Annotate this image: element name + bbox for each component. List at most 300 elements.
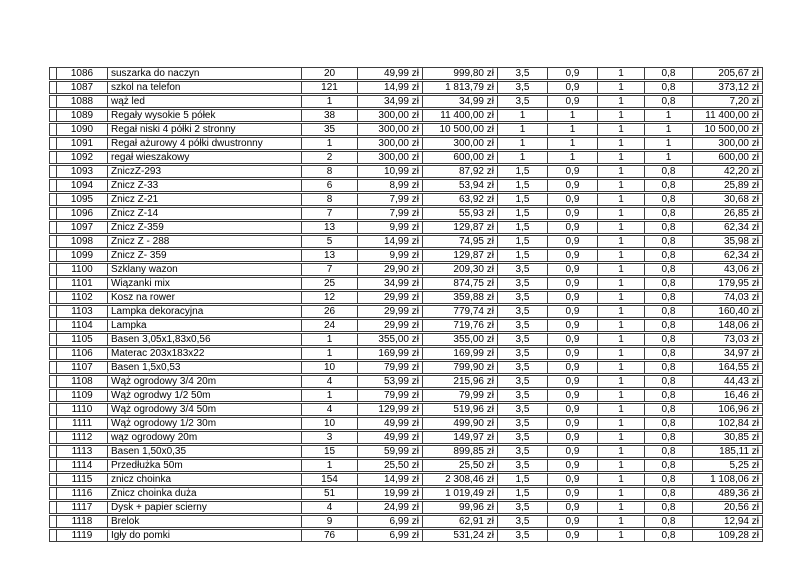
- cell-factor-2: 0,9: [548, 487, 598, 500]
- cell-factor-2: 0,9: [548, 333, 598, 346]
- cell-item-name: Regał ażurowy 4 półki dwustronny: [108, 137, 302, 150]
- cell-factor-2: 0,9: [548, 459, 598, 472]
- cell-total-price: 63,92 zł: [423, 193, 498, 206]
- cell-final-value: 16,46 zł: [693, 389, 763, 402]
- cell-quantity: 1: [302, 347, 358, 360]
- cell-unit-price: 14,99 zł: [358, 81, 423, 94]
- cell-item-id: 1089: [57, 109, 108, 122]
- cell-factor-1: 3,5: [498, 81, 548, 94]
- cell-unit-price: 25,50 zł: [358, 459, 423, 472]
- cell-total-price: 74,95 zł: [423, 235, 498, 248]
- cell-item-name: Wąż ogrodowy 1/2 30m: [108, 417, 302, 430]
- table-row: [49, 207, 763, 220]
- cell-factor-3: 1: [598, 487, 645, 500]
- table-row: [49, 347, 763, 360]
- cell-factor-4: 0,8: [645, 389, 693, 402]
- cell-spacer: [49, 109, 57, 122]
- cell-quantity: 7: [302, 207, 358, 220]
- cell-factor-3: 1: [598, 263, 645, 276]
- cell-total-price: 799,90 zł: [423, 361, 498, 374]
- cell-factor-4: 0,8: [645, 347, 693, 360]
- cell-item-name: znicz choinka: [108, 473, 302, 486]
- cell-item-id: 1108: [57, 375, 108, 388]
- cell-factor-2: 0,9: [548, 179, 598, 192]
- cell-item-id: 1117: [57, 501, 108, 514]
- table-row: [49, 123, 763, 136]
- cell-total-price: 79,99 zł: [423, 389, 498, 402]
- cell-item-name: ZniczZ-293: [108, 165, 302, 178]
- cell-factor-2: 0,9: [548, 431, 598, 444]
- inventory-table-body: [49, 67, 763, 542]
- cell-spacer: [49, 515, 57, 528]
- table-row: [49, 515, 763, 528]
- cell-factor-4: 0,8: [645, 81, 693, 94]
- cell-spacer: [49, 459, 57, 472]
- cell-final-value: 205,67 zł: [693, 67, 763, 80]
- cell-spacer: [49, 403, 57, 416]
- cell-item-id: 1098: [57, 235, 108, 248]
- cell-final-value: 489,36 zł: [693, 487, 763, 500]
- cell-factor-2: 0,9: [548, 403, 598, 416]
- cell-item-name: Basen 3,05x1,83x0,56: [108, 333, 302, 346]
- cell-total-price: 87,92 zł: [423, 165, 498, 178]
- cell-quantity: 3: [302, 431, 358, 444]
- table-row: [49, 165, 763, 178]
- table-row: [49, 501, 763, 514]
- cell-spacer: [49, 445, 57, 458]
- cell-factor-2: 0,9: [548, 81, 598, 94]
- cell-quantity: 4: [302, 501, 358, 514]
- cell-quantity: 1: [302, 389, 358, 402]
- cell-quantity: 1: [302, 95, 358, 108]
- cell-unit-price: 9,99 zł: [358, 221, 423, 234]
- cell-spacer: [49, 193, 57, 206]
- cell-total-price: 62,91 zł: [423, 515, 498, 528]
- cell-quantity: 35: [302, 123, 358, 136]
- cell-factor-4: 0,8: [645, 361, 693, 374]
- cell-factor-1: 1,5: [498, 165, 548, 178]
- cell-factor-4: 0,8: [645, 277, 693, 290]
- cell-item-name: wąz ogrodowy 20m: [108, 431, 302, 444]
- cell-spacer: [49, 333, 57, 346]
- cell-spacer: [49, 473, 57, 486]
- cell-item-id: 1101: [57, 277, 108, 290]
- cell-factor-1: 3,5: [498, 291, 548, 304]
- cell-item-name: Lampka: [108, 319, 302, 332]
- cell-item-id: 1115: [57, 473, 108, 486]
- cell-item-name: Wiązanki mix: [108, 277, 302, 290]
- cell-item-id: 1102: [57, 291, 108, 304]
- cell-quantity: 76: [302, 529, 358, 542]
- cell-spacer: [49, 249, 57, 262]
- table-row: [49, 445, 763, 458]
- cell-quantity: 5: [302, 235, 358, 248]
- cell-factor-4: 0,8: [645, 375, 693, 388]
- cell-factor-3: 1: [598, 81, 645, 94]
- cell-spacer: [49, 207, 57, 220]
- cell-factor-4: 0,8: [645, 235, 693, 248]
- cell-item-id: 1100: [57, 263, 108, 276]
- cell-quantity: 10: [302, 361, 358, 374]
- cell-quantity: 13: [302, 249, 358, 262]
- cell-final-value: 20,56 zł: [693, 501, 763, 514]
- cell-factor-4: 0,8: [645, 473, 693, 486]
- cell-factor-2: 0,9: [548, 529, 598, 542]
- cell-item-name: Znicz Z-14: [108, 207, 302, 220]
- cell-unit-price: 355,00 zł: [358, 333, 423, 346]
- cell-final-value: 300,00 zł: [693, 137, 763, 150]
- cell-total-price: 10 500,00 zł: [423, 123, 498, 136]
- cell-factor-1: 1: [498, 109, 548, 122]
- cell-total-price: 169,99 zł: [423, 347, 498, 360]
- cell-total-price: 499,90 zł: [423, 417, 498, 430]
- cell-factor-2: 0,9: [548, 375, 598, 388]
- cell-factor-3: 1: [598, 277, 645, 290]
- cell-factor-1: 3,5: [498, 389, 548, 402]
- cell-unit-price: 19,99 zł: [358, 487, 423, 500]
- cell-factor-4: 0,8: [645, 67, 693, 80]
- cell-factor-4: 0,8: [645, 501, 693, 514]
- cell-quantity: 2: [302, 151, 358, 164]
- table-row: [49, 459, 763, 472]
- cell-spacer: [49, 123, 57, 136]
- cell-factor-1: 3,5: [498, 319, 548, 332]
- cell-unit-price: 9,99 zł: [358, 249, 423, 262]
- cell-item-id: 1087: [57, 81, 108, 94]
- cell-factor-1: 3,5: [498, 305, 548, 318]
- cell-item-name: Basen 1,5x0,53: [108, 361, 302, 374]
- cell-factor-2: 0,9: [548, 221, 598, 234]
- cell-unit-price: 29,99 zł: [358, 305, 423, 318]
- cell-factor-4: 0,8: [645, 319, 693, 332]
- cell-quantity: 25: [302, 277, 358, 290]
- inventory-table: [49, 66, 763, 543]
- cell-factor-1: 1,5: [498, 179, 548, 192]
- cell-spacer: [49, 431, 57, 444]
- cell-spacer: [49, 375, 57, 388]
- cell-spacer: [49, 361, 57, 374]
- cell-factor-2: 0,9: [548, 389, 598, 402]
- cell-factor-1: 3,5: [498, 277, 548, 290]
- cell-factor-2: 0,9: [548, 249, 598, 262]
- cell-spacer: [49, 347, 57, 360]
- cell-factor-3: 1: [598, 347, 645, 360]
- cell-spacer: [49, 291, 57, 304]
- cell-factor-2: 0,9: [548, 277, 598, 290]
- cell-factor-3: 1: [598, 67, 645, 80]
- cell-quantity: 1: [302, 459, 358, 472]
- cell-spacer: [49, 277, 57, 290]
- cell-factor-1: 1,5: [498, 487, 548, 500]
- cell-spacer: [49, 81, 57, 94]
- cell-item-id: 1118: [57, 515, 108, 528]
- cell-unit-price: 6,99 zł: [358, 515, 423, 528]
- cell-final-value: 164,55 zł: [693, 361, 763, 374]
- cell-factor-4: 0,8: [645, 403, 693, 416]
- cell-factor-1: 3,5: [498, 515, 548, 528]
- cell-total-price: 999,80 zł: [423, 67, 498, 80]
- cell-item-id: 1090: [57, 123, 108, 136]
- table-row: [49, 403, 763, 416]
- cell-total-price: 519,96 zł: [423, 403, 498, 416]
- cell-item-name: Szklany wazon: [108, 263, 302, 276]
- cell-factor-1: 3,5: [498, 501, 548, 514]
- cell-unit-price: 49,99 zł: [358, 67, 423, 80]
- cell-total-price: 209,30 zł: [423, 263, 498, 276]
- cell-spacer: [49, 95, 57, 108]
- cell-unit-price: 10,99 zł: [358, 165, 423, 178]
- cell-factor-2: 0,9: [548, 207, 598, 220]
- cell-factor-4: 0,8: [645, 459, 693, 472]
- cell-factor-1: 3,5: [498, 67, 548, 80]
- cell-factor-3: 1: [598, 123, 645, 136]
- cell-factor-2: 0,9: [548, 473, 598, 486]
- table-row: [49, 473, 763, 486]
- cell-unit-price: 14,99 zł: [358, 235, 423, 248]
- cell-item-id: 1094: [57, 179, 108, 192]
- cell-total-price: 99,96 zł: [423, 501, 498, 514]
- table-row: [49, 319, 763, 332]
- table-row: [49, 333, 763, 346]
- cell-item-id: 1114: [57, 459, 108, 472]
- cell-total-price: 25,50 zł: [423, 459, 498, 472]
- cell-quantity: 15: [302, 445, 358, 458]
- cell-unit-price: 49,99 zł: [358, 431, 423, 444]
- cell-spacer: [49, 165, 57, 178]
- cell-factor-2: 0,9: [548, 165, 598, 178]
- table-row: [49, 529, 763, 542]
- cell-total-price: 55,93 zł: [423, 207, 498, 220]
- cell-factor-4: 1: [645, 151, 693, 164]
- cell-factor-1: 3,5: [498, 361, 548, 374]
- cell-spacer: [49, 487, 57, 500]
- cell-final-value: 106,96 zł: [693, 403, 763, 416]
- cell-total-price: 531,24 zł: [423, 529, 498, 542]
- cell-factor-4: 0,8: [645, 165, 693, 178]
- cell-spacer: [49, 417, 57, 430]
- cell-final-value: 102,84 zł: [693, 417, 763, 430]
- cell-item-name: Regały wysokie 5 półek: [108, 109, 302, 122]
- table-row: [49, 277, 763, 290]
- cell-final-value: 185,11 zł: [693, 445, 763, 458]
- table-row: [49, 389, 763, 402]
- cell-factor-4: 0,8: [645, 445, 693, 458]
- cell-item-id: 1091: [57, 137, 108, 150]
- cell-factor-2: 0,9: [548, 67, 598, 80]
- table-row: [49, 95, 763, 108]
- cell-item-id: 1116: [57, 487, 108, 500]
- cell-factor-1: 3,5: [498, 375, 548, 388]
- cell-spacer: [49, 179, 57, 192]
- table-row: [49, 263, 763, 276]
- cell-item-id: 1119: [57, 529, 108, 542]
- cell-factor-1: 1,5: [498, 193, 548, 206]
- cell-final-value: 34,97 zł: [693, 347, 763, 360]
- cell-factor-3: 1: [598, 459, 645, 472]
- cell-factor-1: 1,5: [498, 235, 548, 248]
- table-row: [49, 291, 763, 304]
- cell-item-id: 1111: [57, 417, 108, 430]
- cell-item-id: 1086: [57, 67, 108, 80]
- cell-factor-3: 1: [598, 529, 645, 542]
- cell-factor-4: 0,8: [645, 179, 693, 192]
- cell-factor-1: 3,5: [498, 529, 548, 542]
- cell-quantity: 7: [302, 263, 358, 276]
- cell-quantity: 6: [302, 179, 358, 192]
- cell-quantity: 26: [302, 305, 358, 318]
- table-row: [49, 221, 763, 234]
- cell-total-price: 874,75 zł: [423, 277, 498, 290]
- cell-factor-1: 1: [498, 151, 548, 164]
- cell-factor-2: 1: [548, 151, 598, 164]
- cell-unit-price: 34,99 zł: [358, 95, 423, 108]
- cell-item-name: Brelok: [108, 515, 302, 528]
- cell-final-value: 7,20 zł: [693, 95, 763, 108]
- cell-factor-1: 3,5: [498, 417, 548, 430]
- cell-spacer: [49, 319, 57, 332]
- cell-item-name: suszarka do naczyn: [108, 67, 302, 80]
- cell-unit-price: 79,99 zł: [358, 361, 423, 374]
- cell-total-price: 11 400,00 zł: [423, 109, 498, 122]
- cell-factor-3: 1: [598, 291, 645, 304]
- cell-item-name: Wąż ogrodowy 3/4 20m: [108, 375, 302, 388]
- cell-item-name: Igły do pomki: [108, 529, 302, 542]
- cell-total-price: 53,94 zł: [423, 179, 498, 192]
- cell-factor-4: 0,8: [645, 305, 693, 318]
- cell-quantity: 10: [302, 417, 358, 430]
- cell-quantity: 9: [302, 515, 358, 528]
- cell-total-price: 2 308,46 zł: [423, 473, 498, 486]
- cell-quantity: 24: [302, 319, 358, 332]
- cell-final-value: 30,85 zł: [693, 431, 763, 444]
- cell-item-id: 1104: [57, 319, 108, 332]
- cell-item-id: 1112: [57, 431, 108, 444]
- cell-factor-1: 3,5: [498, 263, 548, 276]
- cell-final-value: 109,28 zł: [693, 529, 763, 542]
- cell-factor-3: 1: [598, 333, 645, 346]
- cell-total-price: 899,85 zł: [423, 445, 498, 458]
- cell-factor-3: 1: [598, 473, 645, 486]
- cell-factor-4: 0,8: [645, 249, 693, 262]
- cell-item-id: 1099: [57, 249, 108, 262]
- cell-final-value: 30,68 zł: [693, 193, 763, 206]
- cell-factor-3: 1: [598, 403, 645, 416]
- cell-quantity: 8: [302, 165, 358, 178]
- cell-quantity: 121: [302, 81, 358, 94]
- cell-unit-price: 79,99 zł: [358, 389, 423, 402]
- cell-factor-4: 0,8: [645, 515, 693, 528]
- cell-factor-1: 3,5: [498, 403, 548, 416]
- cell-total-price: 1 813,79 zł: [423, 81, 498, 94]
- cell-factor-4: 0,8: [645, 291, 693, 304]
- cell-spacer: [49, 151, 57, 164]
- table-row: [49, 109, 763, 122]
- cell-factor-3: 1: [598, 305, 645, 318]
- cell-spacer: [49, 67, 57, 80]
- cell-factor-2: 0,9: [548, 361, 598, 374]
- cell-factor-2: 0,9: [548, 417, 598, 430]
- cell-spacer: [49, 389, 57, 402]
- cell-item-name: Dysk + papier scierny: [108, 501, 302, 514]
- cell-unit-price: 29,90 zł: [358, 263, 423, 276]
- cell-item-name: Kosz na rower: [108, 291, 302, 304]
- table-row: [49, 431, 763, 444]
- cell-factor-3: 1: [598, 445, 645, 458]
- cell-final-value: 179,95 zł: [693, 277, 763, 290]
- cell-final-value: 43,06 zł: [693, 263, 763, 276]
- cell-factor-2: 0,9: [548, 319, 598, 332]
- cell-final-value: 35,98 zł: [693, 235, 763, 248]
- table-row: [49, 193, 763, 206]
- cell-final-value: 11 400,00 zł: [693, 109, 763, 122]
- cell-unit-price: 7,99 zł: [358, 193, 423, 206]
- cell-factor-3: 1: [598, 431, 645, 444]
- cell-factor-3: 1: [598, 375, 645, 388]
- cell-factor-3: 1: [598, 179, 645, 192]
- cell-item-name: Znicz Z-33: [108, 179, 302, 192]
- cell-item-name: szkol na telefon: [108, 81, 302, 94]
- cell-item-name: Basen 1,50x0,35: [108, 445, 302, 458]
- table-row: [49, 305, 763, 318]
- cell-spacer: [49, 529, 57, 542]
- cell-item-id: 1109: [57, 389, 108, 402]
- cell-item-name: Znicz Z-21: [108, 193, 302, 206]
- cell-item-id: 1092: [57, 151, 108, 164]
- cell-unit-price: 6,99 zł: [358, 529, 423, 542]
- cell-final-value: 600,00 zł: [693, 151, 763, 164]
- cell-item-id: 1095: [57, 193, 108, 206]
- cell-factor-4: 0,8: [645, 487, 693, 500]
- table-row: [49, 235, 763, 248]
- cell-item-name: Znicz Z- 359: [108, 249, 302, 262]
- cell-final-value: 74,03 zł: [693, 291, 763, 304]
- cell-final-value: 1 108,06 zł: [693, 473, 763, 486]
- cell-factor-4: 0,8: [645, 207, 693, 220]
- cell-total-price: 600,00 zł: [423, 151, 498, 164]
- cell-factor-3: 1: [598, 193, 645, 206]
- cell-quantity: 20: [302, 67, 358, 80]
- table-row: [49, 487, 763, 500]
- cell-factor-2: 1: [548, 137, 598, 150]
- cell-factor-3: 1: [598, 165, 645, 178]
- cell-unit-price: 129,99 zł: [358, 403, 423, 416]
- cell-unit-price: 53,99 zł: [358, 375, 423, 388]
- cell-quantity: 1: [302, 137, 358, 150]
- cell-quantity: 4: [302, 403, 358, 416]
- cell-total-price: 300,00 zł: [423, 137, 498, 150]
- cell-factor-3: 1: [598, 417, 645, 430]
- cell-item-id: 1097: [57, 221, 108, 234]
- cell-item-name: Materac 203x183x22: [108, 347, 302, 360]
- cell-unit-price: 8,99 zł: [358, 179, 423, 192]
- cell-factor-4: 1: [645, 123, 693, 136]
- cell-unit-price: 49,99 zł: [358, 417, 423, 430]
- cell-factor-2: 0,9: [548, 193, 598, 206]
- cell-item-id: 1113: [57, 445, 108, 458]
- cell-item-name: Regał niski 4 półki 2 stronny: [108, 123, 302, 136]
- cell-item-id: 1093: [57, 165, 108, 178]
- cell-factor-1: 1,5: [498, 207, 548, 220]
- cell-factor-3: 1: [598, 319, 645, 332]
- table-row: [49, 67, 763, 80]
- cell-factor-2: 0,9: [548, 95, 598, 108]
- cell-factor-2: 0,9: [548, 305, 598, 318]
- cell-unit-price: 169,99 zł: [358, 347, 423, 360]
- cell-factor-3: 1: [598, 235, 645, 248]
- cell-item-name: Znicz Z - 288: [108, 235, 302, 248]
- cell-spacer: [49, 305, 57, 318]
- cell-item-id: 1110: [57, 403, 108, 416]
